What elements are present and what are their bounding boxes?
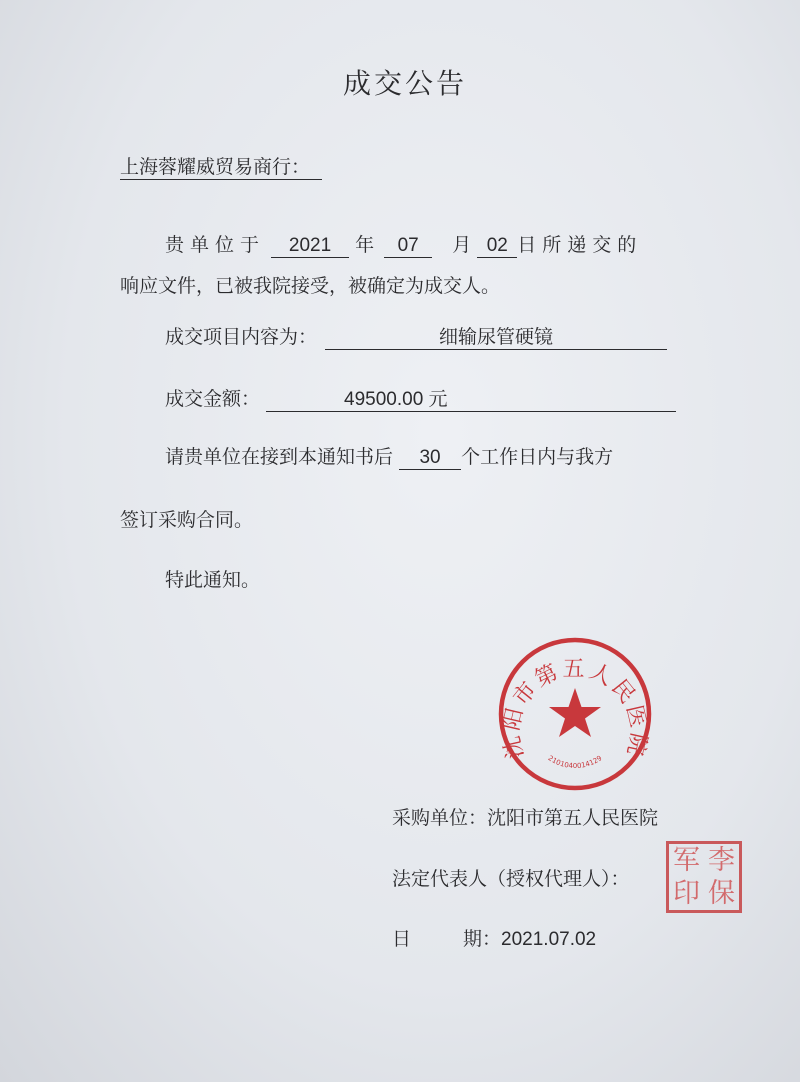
svg-text:2101040014129: 2101040014129 [546,754,604,771]
unit-label: 采购单位： [392,807,488,829]
amount-value: 49500.00 元 [344,389,448,410]
contract-prefix: 请贵单位在接到本通知书后 [165,446,394,468]
date-row: 日 期：2021.07.02 [392,928,597,950]
official-seal [497,636,653,792]
month-unit: 月 [452,234,472,256]
contract-row [165,442,613,470]
notice: 特此通知。 [165,569,261,591]
amount-row [165,384,676,412]
day-value: 02 [477,235,517,258]
contract-line2: 签订采购合同。 [120,509,254,531]
page-title: 成交公告 [342,67,467,100]
year-unit: 年 [355,234,375,256]
date-value: 2021.07.02 [501,929,597,950]
para-prefix: 贵单位于 [165,234,266,256]
amount-label: 成交金额： [165,388,261,410]
unit-row [392,803,658,830]
para-line2: 响应文件，已被我院接受，被确定为成交人。 [120,275,501,297]
rep-label: 法定代表人（授权代理人）： [392,868,630,890]
item-value: 细输尿管硬镜 [325,322,667,350]
personal-seal: 军 李 印 保 [666,841,742,913]
contract-suffix: 个工作日内与我方 [461,446,614,468]
item-row [165,322,667,350]
svg-text:沈阳市第五人民医院: 沈阳市第五人民医院 [499,657,651,761]
recipient: 上海蓉耀威贸易商行： [120,152,322,180]
date-paragraph [165,230,642,258]
contract-days: 30 [399,447,461,470]
month-value: 07 [384,235,432,258]
para-suffix: 日所递交的 [517,234,643,256]
item-label: 成交项目内容为： [165,326,318,348]
year-value: 2021 [271,235,349,258]
unit-value: 沈阳市第五人民医院 [487,807,659,829]
